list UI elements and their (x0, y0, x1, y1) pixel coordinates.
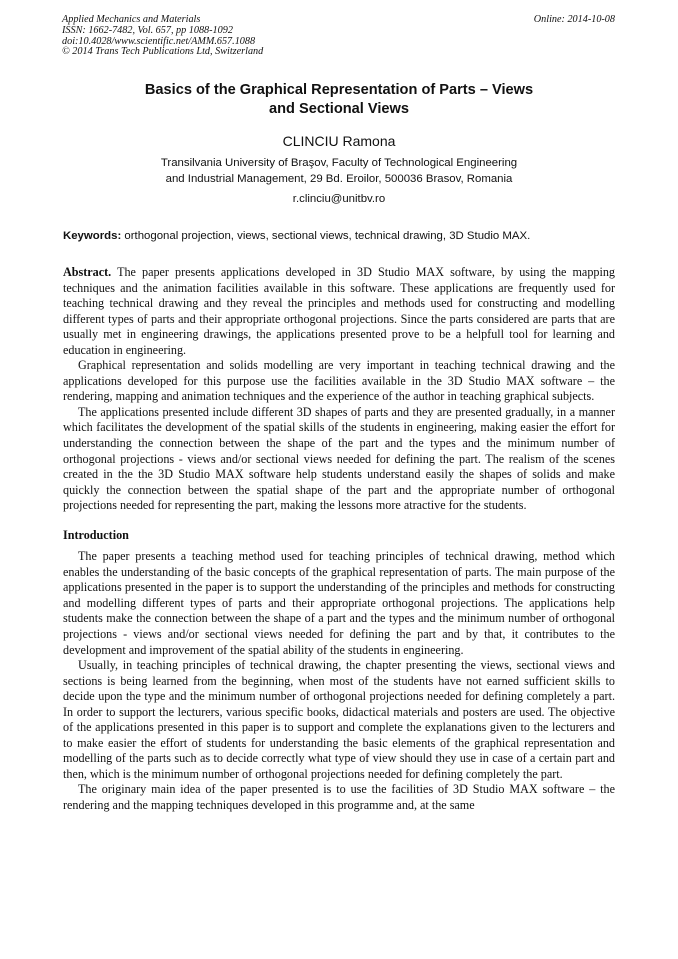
abstract-paragraph: Graphical representation and solids modelling are very important in teaching technical drawing and the applications developed for this purpose use the facilities available in the 3D Studio MAX software – the rendering, mapping and animation techniques and the experience of the author in teaching graphical subjects. (63, 358, 615, 404)
online-date: Online: 2014-10-08 (533, 14, 615, 25)
journal-doi: doi:10.4028/www.scientific.net/AMM.657.1088 (62, 35, 256, 47)
journal-name: Applied Mechanics and Materials (62, 14, 201, 25)
section-heading-introduction: Introduction (63, 527, 129, 542)
journal-issn: ISSN: 1662-7482, Vol. 657, pp 1088-1092 (62, 24, 233, 36)
keywords-label: Keywords: (63, 230, 122, 242)
paper-body (63, 265, 615, 814)
abstract-paragraph (63, 265, 615, 358)
keywords (63, 229, 623, 244)
abstract-paragraph: The applications presented include different 3D shapes of parts and they are presented gradually, in a manner which facilitates the development of the spatial skills of the students in engineering, making easier the effort for understanding the connection between the shape of the part and the types and the minimum number of orthogonal projections - views and/or sectional views needed for defining the part. The realism of the scenes created in the the 3D Studio MAX software help students understand easily the shapes of solids and make quickly the connection between the spatial shape of the part and the appropriate number of orthogonal projections needed for representing the part, making the lessons more atractive for the students. (63, 404, 615, 513)
body-paragraph: The paper presents a teaching method used for teaching principles of technical drawing, method which enables the understanding of the basic concepts of the graphical representation of parts. The main purpose of the applications presented in the paper is to support the understanding of the principles and methods for constructing and modelling different types of parts and their appropriate orthogonal projections. The applications help students make the connection between the shape of a part and the types and the minimum number of orthogonal projections - views and/or sectional views needed for defining the part and by that, it contributes to the development and improvement of the spatial ability of the students in engineering. (63, 549, 615, 657)
keywords-text: orthogonal projection, views, sectional views, technical drawing, 3D Studio MAX. (124, 230, 531, 242)
paper-title-line-2: and Sectional Views (268, 101, 410, 117)
author-affiliation (60, 156, 618, 187)
affiliation-line-2: and Industrial Management, 29 Bd. Eroilor, 500036 Brasov, Romania (165, 172, 513, 185)
paper-title-line-1: Basics of the Graphical Representation of Parts – Views (144, 82, 534, 98)
affiliation-line-1: Transilvania University of Braşov, Faculty of Technological Engineering (160, 157, 518, 169)
paper-title (60, 81, 618, 119)
journal-header (62, 15, 263, 58)
body-paragraph: The originary main idea of the paper presented is to use the facilities of 3D Studio MAX software – the rendering and the mapping techniques developed in this programme and, at the same (63, 782, 615, 812)
body-paragraph: Usually, in teaching principles of technical drawing, the chapter presenting the views, sectional views and sections is being learned from the beginning, when most of the students have not earned sufficient skills to decide upon the type and the minimum number of orthogonal projections needed for defining completely a part. In order to support the lecturers, various specific books, didactical materials and posters are used. The objective of the applications presented in this paper is to support and complete the explanations given to the lecturers and to make easier the effort of students for understanding the basic elements of the graphical representation and modelling of the parts such as to decide correctly what type of view should they use in case of a certain part and then, which is the minimum number of orthogonal projections needed for defining completely the part. (63, 658, 615, 781)
journal-copyright: © 2014 Trans Tech Publications Ltd, Switzerland (62, 46, 264, 58)
author-name: CLINCIU Ramona (282, 133, 396, 149)
abstract-text: The paper presents applications developed in 3D Studio MAX software, by using the mapping techniques and the animation facilities available in this software. These applications are frequently used for teaching technical drawing and they reveal the principles and methods used for constructing and modelling different types of parts and their appropriate orthogonal projections. Since the parts considered are parts that are usually met in engineering drawings, the applications presented prove to be a helpfull tool for learning and education in engineering. (63, 265, 615, 357)
abstract-label: Abstract. (63, 265, 112, 279)
author-email: r.clinciu@unitbv.ro (292, 193, 386, 205)
